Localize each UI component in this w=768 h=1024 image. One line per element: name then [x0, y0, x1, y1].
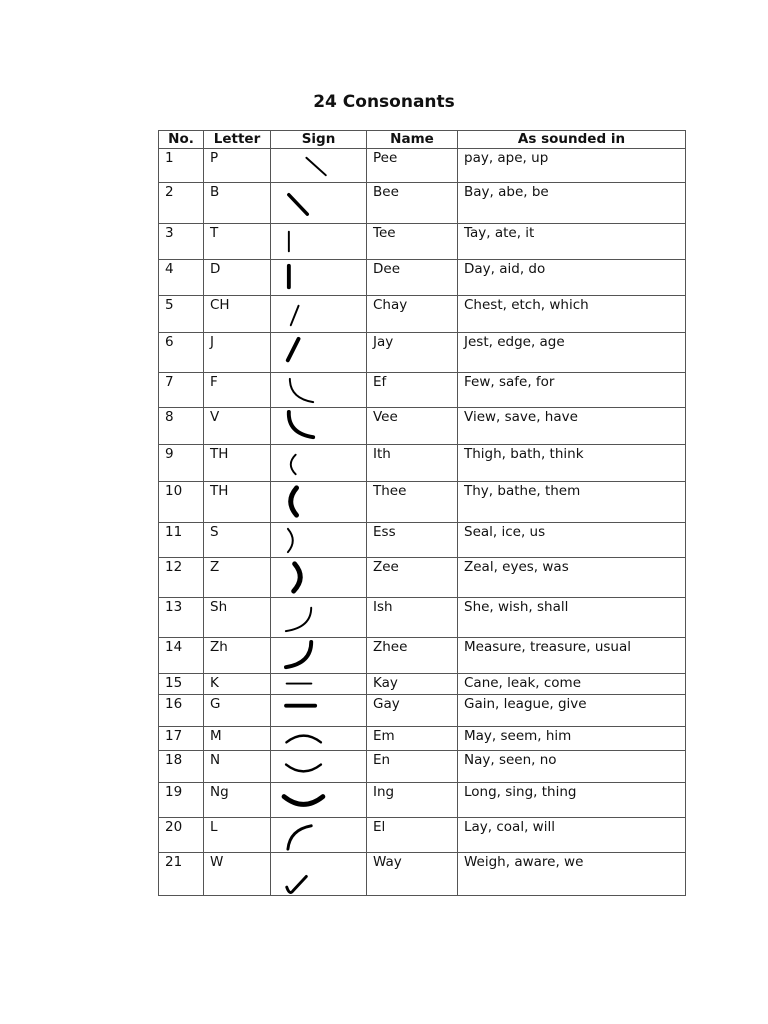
sign-stroke [289, 412, 313, 437]
cell-sign [271, 373, 367, 408]
shorthand-sign-heavy-left-arc-icon [271, 482, 367, 522]
header-letter: Letter [204, 131, 271, 149]
shorthand-sign-heavy-vertical-stroke-icon [271, 260, 367, 295]
sign-stroke [289, 195, 308, 215]
cell-name: Vee [367, 408, 458, 445]
cell-as-sounded-in: Day, aid, do [458, 260, 686, 296]
cell-no: 10 [159, 482, 204, 523]
shorthand-sign-heavy-curve-up-left-icon [271, 638, 367, 673]
cell-no: 6 [159, 333, 204, 373]
cell-letter: S [204, 523, 271, 558]
cell-name: Ish [367, 598, 458, 638]
table-row [159, 149, 686, 183]
sign-stroke [286, 765, 321, 772]
cell-sign [271, 818, 367, 853]
table-row [159, 523, 686, 558]
cell-no: 9 [159, 445, 204, 482]
cell-letter: Ng [204, 783, 271, 818]
cell-name: Dee [367, 260, 458, 296]
shorthand-sign-heavy-curve-down-right-icon [271, 408, 367, 444]
cell-letter: M [204, 727, 271, 751]
cell-as-sounded-in: Few, safe, for [458, 373, 686, 408]
cell-sign [271, 482, 367, 523]
cell-as-sounded-in: Thigh, bath, think [458, 445, 686, 482]
cell-name: Thee [367, 482, 458, 523]
shorthand-sign-heavy-lower-arch-icon [271, 783, 367, 817]
cell-no: 14 [159, 638, 204, 674]
table-row [159, 260, 686, 296]
cell-no: 16 [159, 695, 204, 727]
shorthand-sign-light-curve-up-left-icon [271, 598, 367, 637]
cell-letter: V [204, 408, 271, 445]
cell-no: 1 [159, 149, 204, 183]
cell-sign [271, 183, 367, 224]
cell-name: Tee [367, 224, 458, 260]
cell-letter: T [204, 224, 271, 260]
shorthand-sign-light-left-arc-icon [271, 445, 367, 481]
cell-no: 21 [159, 853, 204, 896]
cell-as-sounded-in: Lay, coal, will [458, 818, 686, 853]
cell-no: 3 [159, 224, 204, 260]
header-as-sounded-in: As sounded in [458, 131, 686, 149]
table-row [159, 638, 686, 674]
cell-letter: TH [204, 482, 271, 523]
cell-letter: F [204, 373, 271, 408]
cell-no: 18 [159, 751, 204, 783]
cell-sign [271, 523, 367, 558]
shorthand-sign-light-upper-arch-icon [271, 727, 367, 750]
cell-sign [271, 598, 367, 638]
cell-sign [271, 558, 367, 598]
table-header-row [159, 131, 686, 149]
cell-no: 12 [159, 558, 204, 598]
shorthand-sign-light-forward-slash-stroke-icon [271, 296, 367, 332]
cell-as-sounded-in: May, seem, him [458, 727, 686, 751]
cell-as-sounded-in: pay, ape, up [458, 149, 686, 183]
table-row [159, 408, 686, 445]
cell-name: Zee [367, 558, 458, 598]
cell-letter: J [204, 333, 271, 373]
cell-sign [271, 853, 367, 896]
cell-letter: P [204, 149, 271, 183]
cell-name: Ess [367, 523, 458, 558]
cell-sign [271, 224, 367, 260]
cell-as-sounded-in: Tay, ate, it [458, 224, 686, 260]
cell-as-sounded-in: Nay, seen, no [458, 751, 686, 783]
table-row [159, 183, 686, 224]
sign-stroke [291, 488, 297, 515]
cell-as-sounded-in: Jest, edge, age [458, 333, 686, 373]
shorthand-sign-light-backslash-stroke-icon [271, 149, 367, 182]
cell-name: Em [367, 727, 458, 751]
cell-sign [271, 674, 367, 695]
table-row [159, 674, 686, 695]
cell-name: Pee [367, 149, 458, 183]
shorthand-sign-light-vertical-stroke-icon [271, 224, 367, 259]
cell-as-sounded-in: Bay, abe, be [458, 183, 686, 224]
cell-as-sounded-in: She, wish, shall [458, 598, 686, 638]
sign-stroke [286, 608, 311, 631]
cell-letter: K [204, 674, 271, 695]
cell-no: 19 [159, 783, 204, 818]
cell-as-sounded-in: Zeal, eyes, was [458, 558, 686, 598]
cell-sign [271, 695, 367, 727]
cell-name: El [367, 818, 458, 853]
shorthand-sign-heavy-right-arc-icon [271, 558, 367, 597]
cell-name: Chay [367, 296, 458, 333]
sign-stroke [294, 564, 301, 591]
shorthand-sign-light-curve-down-right-icon [271, 373, 367, 407]
cell-name: Bee [367, 183, 458, 224]
cell-no: 17 [159, 727, 204, 751]
table-row [159, 482, 686, 523]
table-row [159, 751, 686, 783]
sign-stroke [287, 876, 307, 892]
shorthand-sign-light-right-arc-icon [271, 523, 367, 557]
cell-letter: Zh [204, 638, 271, 674]
cell-letter: Sh [204, 598, 271, 638]
header-name: Name [367, 131, 458, 149]
cell-letter: N [204, 751, 271, 783]
cell-as-sounded-in: Cane, leak, come [458, 674, 686, 695]
cell-letter: Z [204, 558, 271, 598]
cell-as-sounded-in: Thy, bathe, them [458, 482, 686, 523]
cell-sign [271, 727, 367, 751]
table-row [159, 598, 686, 638]
cell-as-sounded-in: View, save, have [458, 408, 686, 445]
table-row [159, 727, 686, 751]
header-sign: Sign [271, 131, 367, 149]
cell-as-sounded-in: Long, sing, thing [458, 783, 686, 818]
shorthand-sign-light-horizontal-stroke-icon [271, 674, 367, 694]
shorthand-sign-light-lower-arch-icon [271, 751, 367, 782]
cell-no: 5 [159, 296, 204, 333]
sign-stroke [291, 306, 299, 325]
shorthand-sign-hook-check-stroke-icon [271, 853, 367, 895]
sign-stroke [306, 158, 325, 175]
cell-sign [271, 296, 367, 333]
cell-name: Jay [367, 333, 458, 373]
shorthand-sign-heavy-forward-slash-stroke-icon [271, 333, 367, 372]
cell-name: Ef [367, 373, 458, 408]
cell-as-sounded-in: Weigh, aware, we [458, 853, 686, 896]
sign-stroke [286, 736, 321, 743]
cell-sign [271, 638, 367, 674]
cell-no: 13 [159, 598, 204, 638]
cell-no: 7 [159, 373, 204, 408]
cell-no: 2 [159, 183, 204, 224]
sign-stroke [290, 379, 313, 402]
table-row [159, 853, 686, 896]
table-row [159, 373, 686, 408]
cell-name: En [367, 751, 458, 783]
shorthand-sign-heavy-backslash-stroke-icon [271, 183, 367, 223]
cell-letter: W [204, 853, 271, 896]
cell-as-sounded-in: Seal, ice, us [458, 523, 686, 558]
cell-no: 11 [159, 523, 204, 558]
table-row [159, 296, 686, 333]
shorthand-sign-light-upward-curve-icon [271, 818, 367, 852]
cell-letter: G [204, 695, 271, 727]
cell-sign [271, 408, 367, 445]
cell-as-sounded-in: Measure, treasure, usual [458, 638, 686, 674]
table-row [159, 224, 686, 260]
table-row [159, 333, 686, 373]
consonants-table [158, 130, 686, 896]
cell-name: Gay [367, 695, 458, 727]
table-row [159, 783, 686, 818]
cell-sign [271, 149, 367, 183]
cell-name: Ing [367, 783, 458, 818]
cell-sign [271, 445, 367, 482]
table-row [159, 445, 686, 482]
cell-sign [271, 751, 367, 783]
cell-name: Ith [367, 445, 458, 482]
cell-no: 20 [159, 818, 204, 853]
cell-letter: TH [204, 445, 271, 482]
cell-name: Way [367, 853, 458, 896]
cell-sign [271, 260, 367, 296]
cell-as-sounded-in: Gain, league, give [458, 695, 686, 727]
cell-letter: CH [204, 296, 271, 333]
cell-sign [271, 333, 367, 373]
cell-sign [271, 783, 367, 818]
sign-stroke [291, 455, 296, 474]
cell-no: 15 [159, 674, 204, 695]
cell-name: Kay [367, 674, 458, 695]
table-row [159, 818, 686, 853]
header-no: No. [159, 131, 204, 149]
table-row [159, 695, 686, 727]
sign-stroke [288, 529, 293, 552]
sign-stroke [284, 797, 323, 805]
cell-no: 4 [159, 260, 204, 296]
sign-stroke [286, 642, 311, 667]
table-row [159, 558, 686, 598]
sign-stroke [288, 826, 311, 849]
cell-no: 8 [159, 408, 204, 445]
cell-as-sounded-in: Chest, etch, which [458, 296, 686, 333]
cell-letter: B [204, 183, 271, 224]
page-title: 24 Consonants [313, 92, 455, 112]
shorthand-sign-heavy-horizontal-stroke-icon [271, 695, 367, 726]
cell-name: Zhee [367, 638, 458, 674]
cell-letter: L [204, 818, 271, 853]
cell-letter: D [204, 260, 271, 296]
sign-stroke [288, 339, 299, 360]
